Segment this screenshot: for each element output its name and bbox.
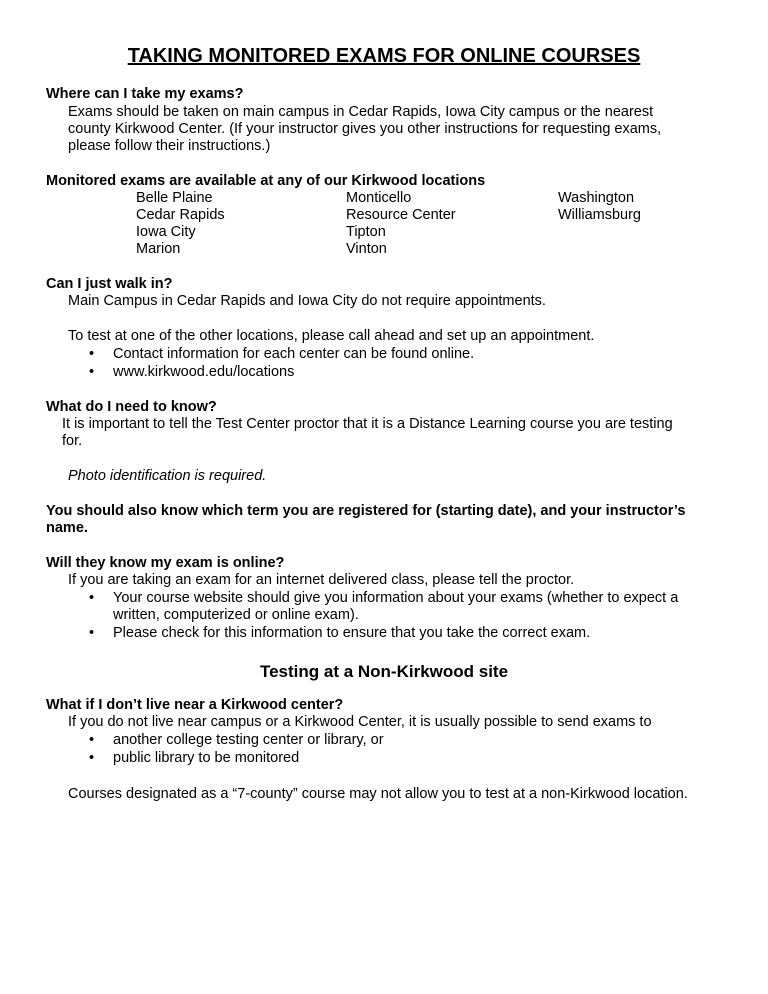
bullet-item: • www.kirkwood.edu/locations	[113, 364, 294, 381]
location-item: Marion	[136, 241, 181, 257]
paragraph-line: county Kirkwood Center. (If your instructor gives you other instructions for requesting exams,	[68, 121, 662, 137]
page-title: TAKING MONITORED EXAMS FOR ONLINE COURSES	[127, 45, 641, 67]
heading-where-take-exams: Where can I take my exams?	[46, 86, 244, 102]
paragraph-line: please follow their instructions.)	[68, 138, 271, 154]
paragraph-line: If you are taking an exam for an internet delivered class, please tell the proctor.	[68, 572, 575, 588]
bullet-item: • another college testing center or library, or	[113, 732, 384, 749]
heading-need-to-know: What do I need to know?	[46, 399, 217, 415]
heading-exam-online: Will they know my exam is online?	[46, 555, 285, 571]
location-item: Williamsburg	[558, 207, 641, 223]
bullet-item: • Contact information for each center can be found online.	[113, 346, 474, 363]
heading-walk-in: Can I just walk in?	[46, 276, 173, 292]
bullet-item: • Your course website should give you information about your exams (whether to expect a	[113, 590, 678, 607]
location-item: Washington	[558, 190, 635, 206]
section-heading-non-kirkwood: Testing at a Non-Kirkwood site	[259, 662, 509, 681]
paragraph-line: To test at one of the other locations, please call ahead and set up an appointment.	[68, 328, 595, 344]
heading-not-near-center: What if I don’t live near a Kirkwood center?	[46, 697, 344, 713]
bullet-item: • Please check for this information to ensure that you take the correct exam.	[113, 625, 590, 642]
heading-locations: Monitored exams are available at any of our Kirkwood locations	[46, 173, 486, 189]
paragraph-line: Main Campus in Cedar Rapids and Iowa City do not require appointments.	[68, 293, 546, 309]
location-item: Vinton	[346, 241, 387, 257]
location-item: Resource Center	[346, 207, 456, 223]
location-item: Tipton	[346, 224, 386, 240]
paragraph-line: If you do not live near campus or a Kirkwood Center, it is usually possible to send exams to	[68, 714, 652, 730]
paragraph-line: for.	[62, 433, 83, 449]
paragraph-line: Exams should be taken on main campus in Cedar Rapids, Iowa City campus or the nearest	[68, 104, 654, 120]
closing-note: Courses designated as a “7-county” course may not allow you to test at a non-Kirkwood location.	[68, 786, 688, 802]
term-note-line: name.	[46, 520, 88, 536]
term-note-line: You should also know which term you are registered for (starting date), and your instructor’s	[46, 503, 686, 519]
bullet-continuation: written, computerized or online exam).	[113, 607, 359, 623]
location-item: Belle Plaine	[136, 190, 213, 206]
photo-id-note: Photo identification is required.	[68, 468, 267, 484]
bullet-item: • public library to be monitored	[113, 750, 299, 767]
paragraph-line: It is important to tell the Test Center proctor that it is a Distance Learning course you are testing	[62, 416, 673, 432]
location-item: Monticello	[346, 190, 412, 206]
location-item: Iowa City	[136, 224, 196, 240]
location-item: Cedar Rapids	[136, 207, 225, 223]
